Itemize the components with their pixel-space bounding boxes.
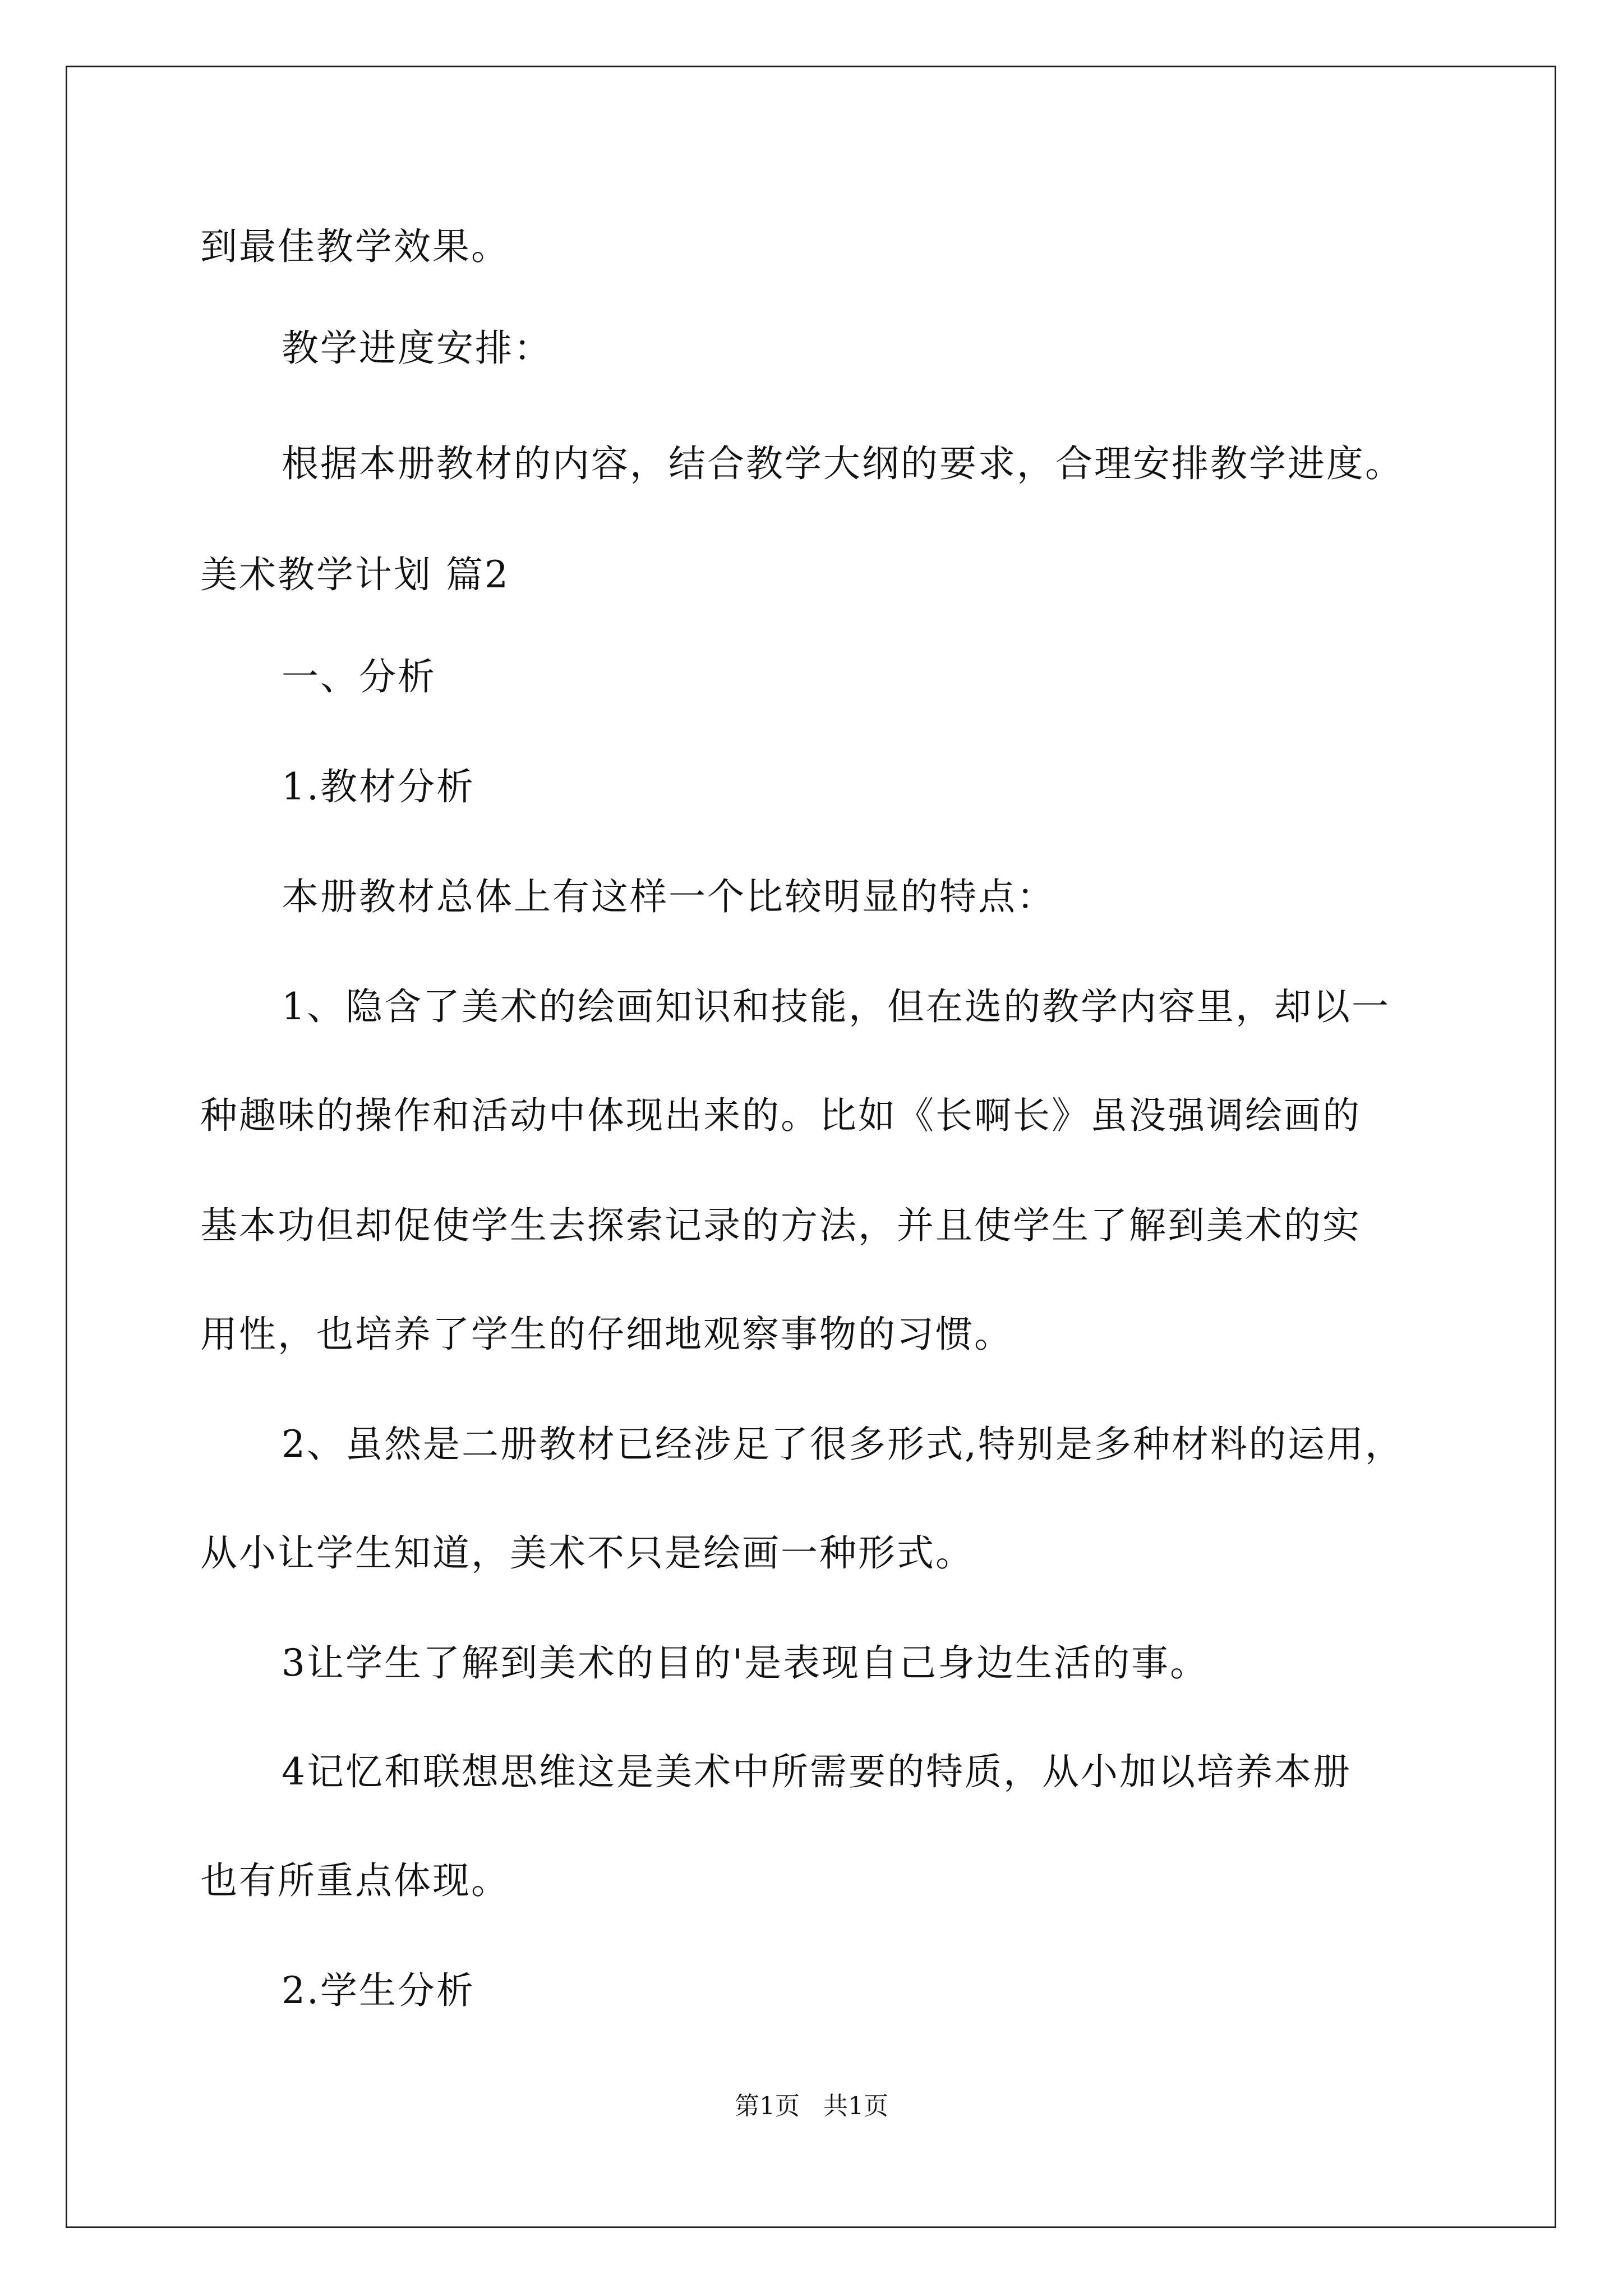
text-line-5: 一、分析 <box>282 655 436 698</box>
text-line-2: 教学进度安排： <box>282 326 552 370</box>
text-line-15: 4记忆和联想思维这是美术中所需要的特质，从小加以培养本册 <box>282 1750 1352 1793</box>
page-number: 第1页 <box>735 2092 800 2120</box>
section-heading: 美术教学计划 篇2 <box>200 553 510 596</box>
text-line-9: 种趣味的操作和活动中体现出来的。比如《长啊长》虽没强调绘画的 <box>200 1094 1361 1137</box>
text-line-17: 2.学生分析 <box>282 1969 475 2012</box>
text-line-7: 本册教材总体上有这样一个比较明显的特点： <box>282 875 1055 918</box>
text-line-16: 也有所重点体现。 <box>200 1859 510 1902</box>
text-line-1: 到最佳教学效果。 <box>200 225 510 268</box>
text-line-6: 1.教材分析 <box>282 765 475 808</box>
page-total: 共1页 <box>823 2092 888 2120</box>
text-line-3: 根据本册教材的内容，结合教学大纲的要求，合理安排教学进度。 <box>282 442 1404 485</box>
text-line-12: 2、虽然是二册教材已经涉足了很多形式,特别是多种材料的运用， <box>282 1423 1404 1466</box>
text-line-14: 3让学生了解到美术的目的'是表现自己身边生活的事。 <box>282 1641 1209 1685</box>
page-footer <box>0 2090 1623 2123</box>
text-line-13: 从小让学生知道，美术不只是绘画一种形式。 <box>200 1531 974 1575</box>
text-line-11: 用性，也培养了学生的仔细地观察事物的习惯。 <box>200 1313 1013 1356</box>
text-line-10: 基本功但却促使学生去探索记录的方法，并且使学生了解到美术的实 <box>200 1204 1361 1247</box>
text-line-8: 1、隐含了美术的绘画知识和技能，但在选的教学内容里，却以一 <box>282 985 1390 1028</box>
